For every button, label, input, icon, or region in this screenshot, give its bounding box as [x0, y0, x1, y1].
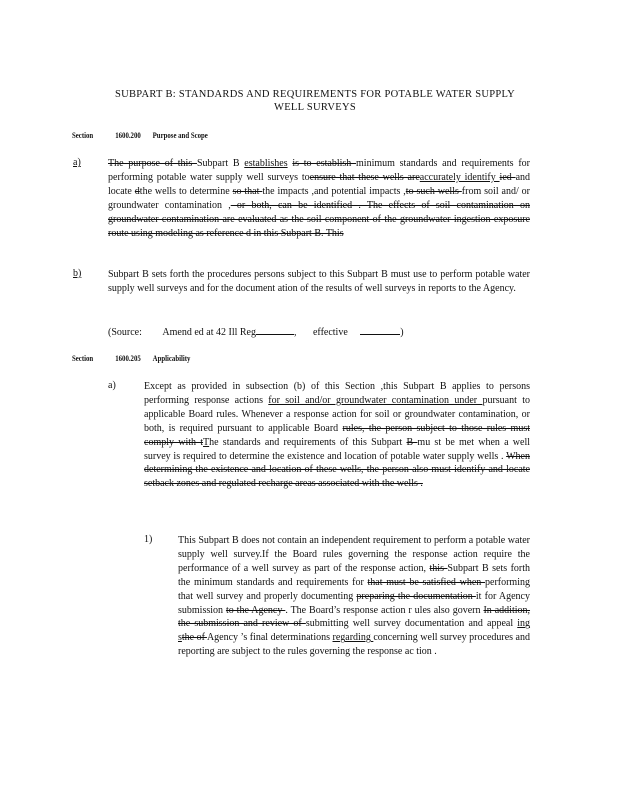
para-205a-label: a): [108, 380, 116, 391]
deleted-text: B: [406, 436, 418, 448]
deleted-text: ensure that these wells are: [309, 171, 420, 183]
deleted-text: to the Agency: [225, 604, 286, 616]
subpart-title-line1: SUBPART B: STANDARDS AND REQUIREMENTS FOR POTABLE WATER SUPPLY: [114, 89, 516, 100]
section-number: 1600.205: [115, 354, 141, 363]
section-number: 1600.200: [115, 131, 141, 140]
deleted-text: is to establish: [292, 158, 357, 169]
deleted-text: d: [134, 185, 140, 197]
deleted-text: of: [196, 632, 207, 644]
source-note: (Source: Amend ed at 42 Ill Reg , effective ): [108, 323, 404, 338]
text-run: performing that well survey and properly documenting: [178, 576, 530, 602]
source-close: ): [400, 327, 404, 338]
deleted-text: The purpose of this: [108, 158, 197, 169]
text-run: from soil and/ or groundwater contamination ,: [108, 185, 531, 211]
text-run: he standards and requirements of this Subpart: [209, 436, 407, 448]
source-effective: effective: [312, 327, 348, 338]
section-word: Section: [72, 354, 94, 363]
para-205a-text: [144, 380, 530, 491]
text-run: and locate: [108, 171, 531, 197]
deleted-text: In addition, the submission and review of: [178, 604, 531, 630]
deleted-text: ied: [499, 171, 516, 183]
text-run: the impacts ,and potential impacts ,: [262, 185, 406, 197]
section-title: Purpose and Scope: [152, 131, 208, 140]
text-run: concerning well survey procedures and reporting are subject to the rules governing the response ac tion .: [178, 632, 530, 658]
source-label: (Source:: [108, 327, 142, 338]
text-run: submitting well survey documentation and appeal: [305, 618, 518, 630]
deleted-text: that must be satisfied when: [367, 576, 485, 588]
text-run: the wells to determine: [139, 185, 233, 197]
para-a-label: a): [73, 157, 81, 168]
section-title: Applicability: [152, 354, 191, 363]
text-run: . The Board’s response action r ules also govern: [285, 604, 484, 616]
para-b-label: b): [73, 268, 82, 279]
text-run: it for Agency submission: [178, 590, 530, 616]
subpart-title-line2: WELL SURVEYS: [274, 102, 356, 113]
section-word: Section: [72, 131, 94, 140]
para-1-label: 1): [144, 534, 153, 545]
inserted-text: regarding: [332, 632, 374, 644]
deleted-text: rules, the person subject to those rules must comply with t: [144, 422, 530, 448]
deleted-text: the: [181, 632, 197, 644]
deleted-text: When determining the existence and location of these wells, the person also must identify and locate setback zones and regulated recharge areas associated with the wells .: [144, 450, 530, 490]
para-b-text: Subpart B sets forth the procedures persons subject to this Subpart B must use to perform potable water supply well surveys and for the document ation of the results of well surveys in reports to the Agency.: [108, 269, 530, 294]
text-run: Subpart B: [196, 158, 245, 169]
text-run: This Subpart B does not contain an independent requirement to perform a potable water supply well survey.If the Board rules governing the response action require the performance of a well survey as part of the response action,: [178, 535, 530, 574]
source-amend: Amend ed at 42 Ill Reg: [162, 327, 256, 338]
deleted-text: so that: [232, 185, 263, 197]
deleted-text: this: [429, 562, 448, 574]
text-run: Agency ’s final determinations: [206, 632, 333, 644]
inserted-text: for soil and/or groundwater contamination under: [268, 394, 483, 406]
deleted-text: to such wells: [405, 185, 462, 197]
effective-blank: [360, 323, 400, 335]
deleted-text: preparing the documentation: [356, 590, 476, 602]
inserted-text: T: [203, 436, 210, 448]
text-run: minimum standards and requirements for performing potable water supply well surveys to: [108, 158, 530, 183]
text-run: Except as provided in subsection (b) of this Section ,this Subpart B applies to persons performing response actions: [144, 381, 530, 406]
text-run: pursuant to applicable Board rules. Whenever a response action for soil or groundwater contamination, or both, is required pursuant to applicable Board: [144, 394, 530, 434]
inserted-text: establishes: [244, 158, 288, 169]
inserted-text: accurately identify: [419, 171, 500, 183]
section-heading-205: [72, 354, 190, 363]
inserted-text: ing s: [178, 618, 531, 644]
para-a-text: [108, 157, 530, 240]
subpart-title: [70, 88, 560, 114]
reg-blank: [256, 323, 294, 335]
para-1-text: [178, 534, 530, 659]
text-run: mu st be met when a well survey is required to determine the existence and location of potable water supply wells .: [144, 436, 531, 462]
section-heading-200: [72, 131, 208, 140]
deleted-text: or both, can be identified . The effects of soil contamination on groundwater contamination are evaluated as the soil component of the groundwater ingestion exposure route using modeling as reference d in this Subpart B. This: [108, 199, 530, 239]
text-run: Subpart B sets forth the minimum standards and requirements for: [178, 562, 531, 588]
